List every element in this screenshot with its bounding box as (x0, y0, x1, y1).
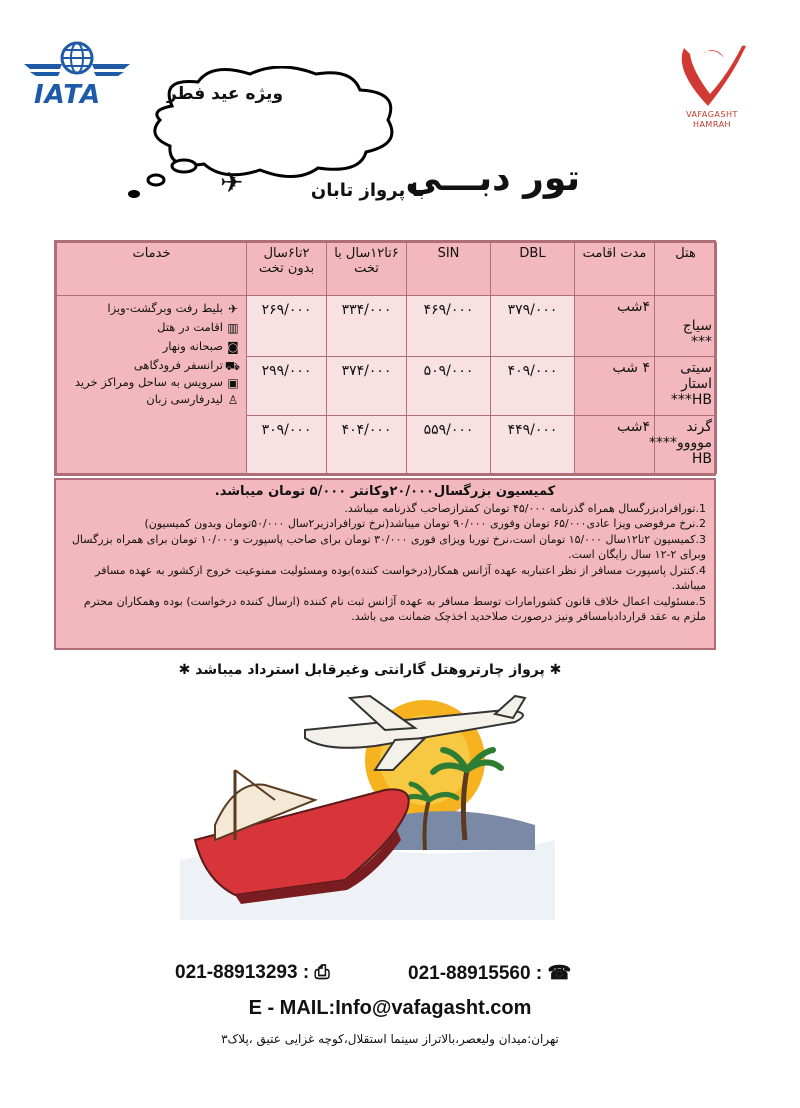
price-child-bed: ۳۳۴/۰۰۰ (327, 296, 407, 357)
col-dbl: DBL (491, 243, 575, 296)
phone-number[interactable] (408, 962, 588, 985)
tour-title (220, 158, 580, 218)
office-address: تهران:میدان ولیعصر،بالاتراز سینما استقلال،کوچه غزایی عتیق ،پلاک۳ (221, 1032, 559, 1046)
service-text: اقامت در هتل (157, 320, 223, 334)
note-item: 2.نرخ مرفوضی ویزا عادی۶۵/۰۰۰ تومان وفوری ۹۰/۰۰۰ تومان میباشد(نرخ تورافرادزیر۲سال ۵۰/۰۰۰تومان وبدون کمیسیون) (144, 517, 706, 530)
service-text: ترانسفر فرودگاهی (133, 358, 223, 372)
list-item (61, 390, 240, 409)
company-logo (662, 40, 762, 129)
hotel-name: سیتی استار HB*** (655, 357, 717, 415)
price-dbl: ۴۰۹/۰۰۰ (491, 357, 575, 415)
hotel-name: سیاج *** (655, 296, 717, 357)
colon-separator: : (302, 962, 315, 983)
price-child-bed: ۴۰۴/۰۰۰ (327, 415, 407, 473)
airplane-icon: ✈ (227, 301, 239, 316)
note-item: 1.تورافرادبزرگسال همراه گذرنامه ۴۵/۰۰۰ تومان کمترازصاحب گذرنامه میباشد. (344, 501, 706, 515)
guarantee-line (150, 662, 590, 678)
price-child-nobed: ۳۰۹/۰۰۰ (247, 415, 327, 473)
col-sin: SIN (407, 243, 491, 296)
list-item (61, 375, 240, 390)
bus-icon: ▣ (227, 375, 239, 390)
fax-number[interactable] (175, 962, 375, 984)
price-child-nobed: ۲۶۹/۰۰۰ (247, 296, 327, 357)
phone-icon: ☎ (547, 963, 572, 984)
fax-text: 021-88913293 (175, 962, 298, 983)
company-name-line2: HAMRAH (692, 120, 732, 129)
guide-icon: ♙ (227, 392, 239, 407)
list-item (61, 299, 240, 318)
stay-length: ۴شب (575, 415, 655, 473)
ship-plane-illustration (175, 690, 560, 920)
car-icon: ⛟ (224, 358, 240, 373)
table-header-row (57, 243, 717, 296)
fax-icon: ⎙ (314, 962, 330, 983)
terms-notes (54, 478, 716, 650)
list-item (61, 337, 240, 356)
hotel-name: گرند موووو**** HB (655, 415, 717, 473)
price-sin: ۵۵۹/۰۰۰ (407, 415, 491, 473)
service-text: لیدرفارسی زبان (146, 392, 223, 406)
company-name-line1: VAFAGASHT (686, 110, 738, 119)
price-child-nobed: ۲۹۹/۰۰۰ (247, 357, 327, 415)
service-text: بلیط رفت وبرگشت-ویزا (107, 301, 223, 315)
service-text: سرویس به ساحل ومراکز خرید (74, 375, 223, 389)
price-sin: ۵۰۹/۰۰۰ (407, 357, 491, 415)
price-child-bed: ۳۷۴/۰۰۰ (327, 357, 407, 415)
note-item: 5.مسئولیت اعمال خلاف قانون کشورامارات توسط مسافر به عهده آژانس ثبت نام کننده (ارسال کننده درخواست) بوده وهمکاران محترم ملزم به عقد قراردادبامسافر ونیز درصورت صلاحدید اخذچک ضمانت می باشد. (83, 594, 706, 623)
asterisk-icon: ✱ (178, 662, 191, 678)
col-hotel: هتل (655, 243, 717, 296)
table-row (57, 296, 717, 357)
email-address[interactable]: E - MAIL:Info@vafagasht.com (248, 997, 532, 1019)
list-item (61, 356, 240, 375)
col-services: خدمات (57, 243, 247, 296)
note-item: 3.کمیسیون ۲تا۱۲سال ۱۵/۰۰۰ تومان است،نرخ توربا ویزای فوری ۳۰/۰۰۰ تومان برای صاحب پاسپورت و۱۰/۰۰۰ تومان برای همراه بزرگسال وبرای ۲-۱۲ سال رایگان است. (71, 532, 706, 561)
price-dbl: ۳۷۹/۰۰۰ (491, 296, 575, 357)
iata-wordmark: IATA (34, 80, 102, 110)
commission-heading: کمیسیون بزرگسال۲۰/۰۰۰وکانتر ۵/۰۰۰ تومان میباشد. (214, 484, 556, 499)
list-item (61, 318, 240, 337)
col-child-nobed: ۲تا۶سال بدون تخت (247, 243, 327, 296)
tour-title-airline: با پرواز تابان (310, 180, 425, 201)
phone-text: 021-88915560 (408, 963, 531, 984)
col-stay: مدت اقامت (575, 243, 655, 296)
service-text: صبحانه ونهار (162, 339, 223, 353)
asterisk-icon: ✱ (549, 662, 562, 678)
price-dbl: ۴۴۹/۰۰۰ (491, 415, 575, 473)
stay-length: ۴ شب (575, 357, 655, 415)
eid-fitr-badge: ویژه عید فطر (166, 84, 284, 104)
colon-separator: : (535, 963, 548, 984)
iata-logo (22, 38, 132, 110)
airplane-icon: ✈ (220, 166, 244, 199)
stay-length: ۴شب (575, 296, 655, 357)
col-child-bed: ۶تا۱۲سال با تخت (327, 243, 407, 296)
hotel-icon: ▥ (227, 320, 239, 335)
price-table (54, 240, 716, 476)
price-sin: ۴۶۹/۰۰۰ (407, 296, 491, 357)
tour-title-main: تور دبـــی (405, 158, 580, 199)
guarantee-text: پرواز چارتروهتل گارانتی وغیرقابل استرداد میباشد (195, 662, 545, 678)
services-list (57, 296, 247, 474)
v-emblem-icon (662, 40, 762, 110)
note-item: 4.کنترل پاسپورت مسافر از نظر اعتباربه عهده آژانس همکار(درخواست کننده)بوده ومسئولیت ممنوعیت خروج ازکشور به عهده مسافر میباشد. (95, 563, 706, 592)
breakfast-icon: ◙ (227, 339, 239, 354)
